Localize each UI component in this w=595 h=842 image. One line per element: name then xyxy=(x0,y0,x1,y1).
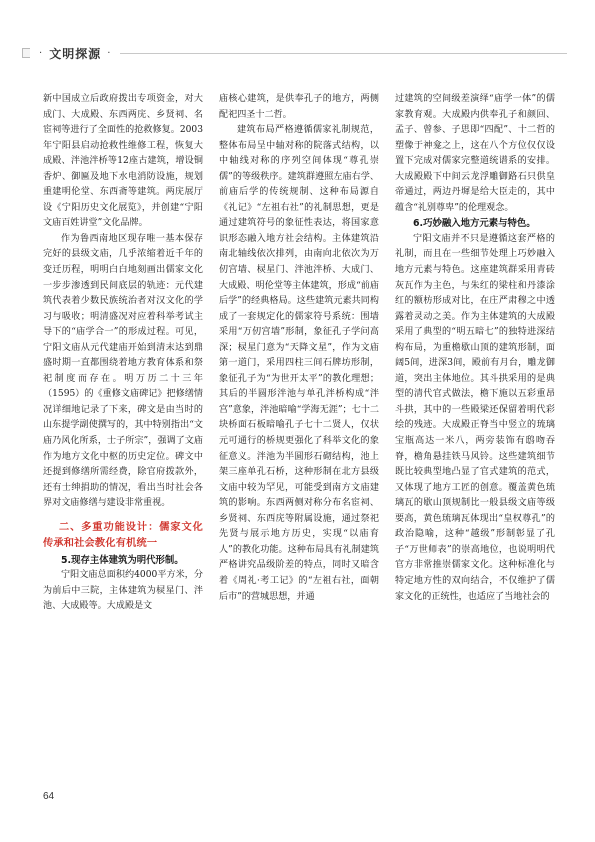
section-heading: 二、多重功能设计：儒家文化传承和社会教化有机统一 xyxy=(43,521,203,549)
column-middle xyxy=(219,92,379,782)
article-body xyxy=(43,92,555,782)
header-dot-left: · xyxy=(39,48,44,59)
column-right xyxy=(395,92,555,782)
paragraph: 宁阳文庙总面积约4000平方米，分为前后中三院，主体建筑为棂星门、泮池、大成殿等。大成殿是文 xyxy=(43,570,203,612)
paragraph: 宁阳文庙并不只是遵循这套严格的礼制，而且在一些细节处理上巧妙融入地方元素与特色。这座建筑群采用青砖灰瓦作为主色，与朱红的梁柱和丹漆涂红的额枋形成对比，在庄严肃穆之中透露着灵动之美。作为主体建筑的大成殿采用了典型的“明五暗七”的独特进深结构布局，为重檐歇山顶的建筑形制，面阔5间，进深3间，殿前有月台，雕龙御道，突出主体地位。其斗拱采用的是典型的清代官式做法，檐下施以五彩重昂斗拱，其中的一些殿梁还保留着明代彩绘的残迹。大成殿正脊当中竖立的琉璃宝瓶高达一米八，两旁装饰有鸱吻吞脊，檐角悬挂铁马风铃。这些建筑细节既比较典型地凸显了官式建筑的范式，又体现了地方工匠的创意。覆盖黄色琉璃瓦的歇山顶规制比一般县级文庙等级要高，黄色琉璃瓦体现出“皇权尊孔”的政治隐喻，这种“越级”形制彰显了孔子“万世师表”的崇高地位，也说明明代官方非常推崇儒家文化。这种标准化与特定地方性的双向结合，不仅维护了儒家文化的正统性，也适应了当地社会的 xyxy=(395,233,555,602)
section-title: 文明探源 xyxy=(49,47,102,61)
paragraph: 建筑布局严格遵循儒家礼制规范，整体布局呈中轴对称的院落式结构，以中轴线对称的序列空间体现“尊孔崇儒”的等级秩序。建筑群遵照左庙右学、前庙后学的传统规制、这种布局源自《礼记》“左祖右社”的礼制思想，更是通过建筑符号的象征性表达，将国家意识形态融入地方社会结构。主体建筑沿南北轴线依次排列，由南向北依次为万仞宫墙、棂星门、泮池泮桥、大成门、大成殿、明伦堂等主体建筑，形成“前庙后学”的经典格局。这些建筑元素共同构成了一套规定化的儒家符号系统：围墙采用“万仞宫墙”形制，象征孔子学问高深；棂星门意为“天降文星”，作为文庙第一道门，采用四柱三间石牌坊形制，象征孔子为“为世开太平”的教化理想；其后的半圆形泮池与单孔泮桥构成“泮宫”意象，泮池暗喻“学海无涯”；七十二块桥面石板暗喻孔子七十二贤人，仅状元可通行的桥规更强化了科举文化的象征意义。泮池为半圆形石砌结构，池上架三座单孔石桥，这种形制在北方县级文庙中较为罕见，可能受到南方文庙建筑的影响。东西两侧对称分布名宦祠、乡贤祠、东西庑等附属设施，通过祭祀先贤与展示地方历史，实现“以庙育人”的教化功能。这种布局具有礼制建筑严格讲究品级阶差的特点，同时又暗含着《周礼·考工记》的“左祖右社，面朝后市”的营城思想，并通 xyxy=(219,125,379,602)
column-left xyxy=(43,92,203,782)
sub-heading: 5.现存主体建筑为明代形制。 xyxy=(61,554,184,566)
section-header xyxy=(0,36,595,70)
paragraph: 作为鲁西南地区现存唯一基本保存完好的县级文庙，几乎浓缩着近千年的变迁历程，明明白白地刻画出儒家文化一步步渗透到民间底层的轨迹：元代建筑代表着少数民族统治者对汉文化的学习与吸收；明清盛况对应着科举考试主导下的“庙学合一”的形成过程。可见，宁阳文庙从元代建庙开始到清末达到鼎盛时期一直都围绕着地方教育体系和祭祀制度而存在。明万历二十三年（1595）的《重修文庙碑记》把修缮情况详细地记录了下来，碑文是由当时的山东提学副使撰写的，其中特别指出“文庙乃风化所系，士子所宗”，强调了文庙作为地方文化中枢的历史定位。碑文中还提到修缮所需经费，除官府拨款外，还有士绅捐助的情况，看出当时社会各界对文庙修缮与建设非常重视。 xyxy=(43,233,203,509)
section-label xyxy=(30,44,120,63)
page-number: 64 xyxy=(43,791,55,802)
sub-heading: 6.巧妙融入地方元素与特色。 xyxy=(413,218,536,230)
header-dot-right: · xyxy=(107,48,112,59)
paragraph: 新中国成立后政府拨出专项资金，对大成门、大成殿、东西两庑、乡贤祠、名宦祠等进行了全面性的抢救修复。2003年宁阳县启动抢救性维修工程，恢复大成殿、泮池泮桥等12座古建筑，增设铜香炉、御匾及地下水电消防设施，规划重建明伦堂、东西斋等建筑。两庑展厅设《宁阳历史文化展览》，并创建“宁阳文庙百姓讲堂”文化品牌。 xyxy=(43,94,203,229)
paragraph: 庙核心建筑，是供奉孔子的地方，两侧配祀四圣十二哲。 xyxy=(219,94,379,120)
paragraph: 过建筑的空间级差演绎“庙学一体”的儒家教育观。大成殿内供奉孔子和颜回、孟子、曾参、子思即“四配”、十二哲的塑像于神龛之上，这在八个方位仅仅设置下完成对儒家完整道统谱系的安排。大成殿殿下中间云龙浮雕御路石只供皇帝通过，两边丹墀是给大臣走的，其中蕴含“礼别尊卑”的伦理观念。 xyxy=(395,94,555,213)
